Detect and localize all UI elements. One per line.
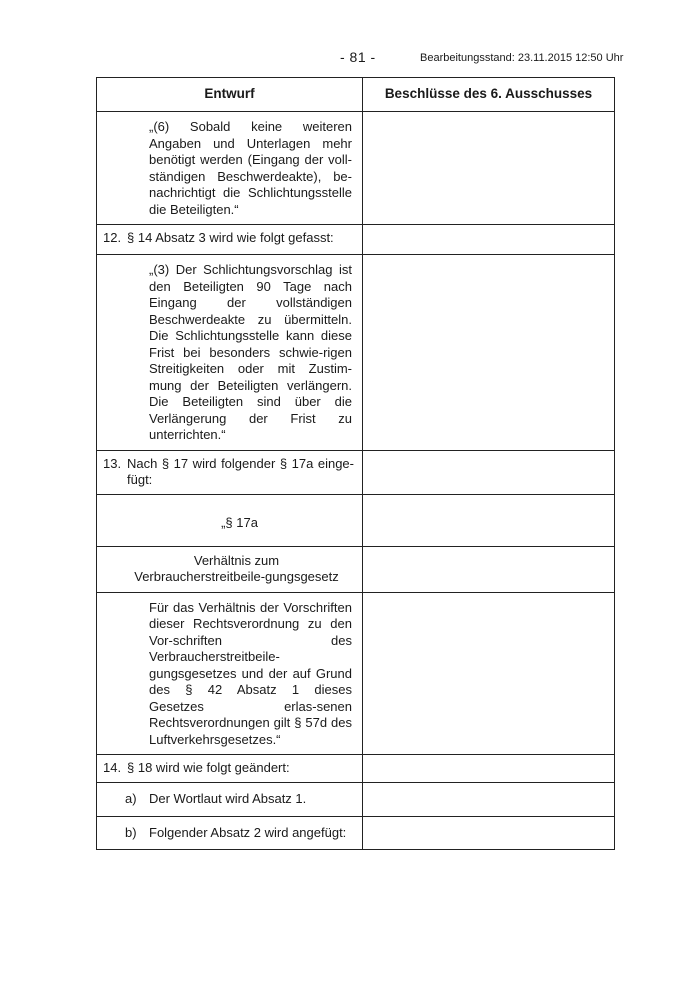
sub-item-text: Folgender Absatz 2 wird angefügt: bbox=[149, 824, 347, 840]
table-row bbox=[97, 592, 615, 755]
item-number: 14. bbox=[103, 760, 122, 775]
empty-cell bbox=[363, 225, 615, 255]
sub-item-letter: b) bbox=[125, 824, 137, 840]
column-header-resolutions: Beschlüsse des 6. Ausschusses bbox=[363, 78, 615, 112]
table-row bbox=[97, 450, 615, 494]
empty-cell bbox=[363, 816, 615, 850]
table-row bbox=[97, 755, 615, 783]
empty-cell bbox=[363, 112, 615, 225]
table-row bbox=[97, 112, 615, 225]
item-text: § 18 wird wie folgt geändert: bbox=[127, 760, 290, 775]
table-row bbox=[97, 783, 615, 817]
table-row bbox=[97, 816, 615, 850]
table-row bbox=[97, 225, 615, 255]
empty-cell bbox=[363, 783, 615, 817]
page-number: - 81 - bbox=[340, 49, 376, 65]
paragraph-text: „(3) Der Schlichtungsvorschlag ist den Beteiligten 90 Tage nach Eingang der vollständigen Beschwerdeakte zu übermitteln. Die Schlichtungsstelle kann diese Frist bei besonders schwie-rigen Streitigkeiten oder mit Zustim-mung der Beteiligten verlängern. Die Beteiligten sind über die Verlängerung der Frist zu unterrichten.“ bbox=[149, 262, 352, 442]
empty-cell bbox=[363, 755, 615, 783]
empty-cell bbox=[363, 546, 615, 592]
empty-cell bbox=[363, 450, 615, 494]
paragraph-text: Für das Verhältnis der Vorschriften dieser Rechtsverordnung zu den Vor-schriften des Verbraucherstreitbeile-gungsgesetzes und der auf Grund des § 42 Absatz 1 dieses Gesetzes erlas-senen Rechtsverordnungen gilt § 57d des Luftverkehrsgesetzes.“ bbox=[149, 599, 352, 747]
item-number: 12. bbox=[103, 230, 122, 245]
sub-item-letter: a) bbox=[125, 791, 137, 806]
item-text: Nach § 17 wird folgender § 17a einge-fügt: bbox=[127, 455, 354, 487]
empty-cell bbox=[363, 255, 615, 451]
section-heading: „§ 17a bbox=[221, 514, 258, 530]
empty-cell bbox=[363, 592, 615, 755]
table-row bbox=[97, 494, 615, 546]
column-header-draft: Entwurf bbox=[97, 78, 363, 112]
table-header-row bbox=[97, 78, 615, 112]
sub-item-text: Der Wortlaut wird Absatz 1. bbox=[149, 791, 307, 806]
item-text: § 14 Absatz 3 wird wie folgt gefasst: bbox=[127, 230, 334, 245]
paragraph-text: „(6) Sobald keine weiteren Angaben und Unterlagen mehr benötigt werden (Eingang der voll-ständigen Beschwerdeakte), be-nachrichtigt die Schlichtungsstelle die Beteiligten.“ bbox=[149, 119, 352, 217]
table-row bbox=[97, 546, 615, 592]
edit-status: Bearbeitungsstand: 23.11.2015 12:50 Uhr bbox=[420, 52, 624, 64]
empty-cell bbox=[363, 494, 615, 546]
section-title: Verhältnis zum Verbraucherstreitbeile-gungsgesetz bbox=[134, 552, 339, 584]
table-row bbox=[97, 255, 615, 451]
synopsis-table bbox=[96, 77, 615, 850]
item-number: 13. bbox=[103, 455, 122, 471]
